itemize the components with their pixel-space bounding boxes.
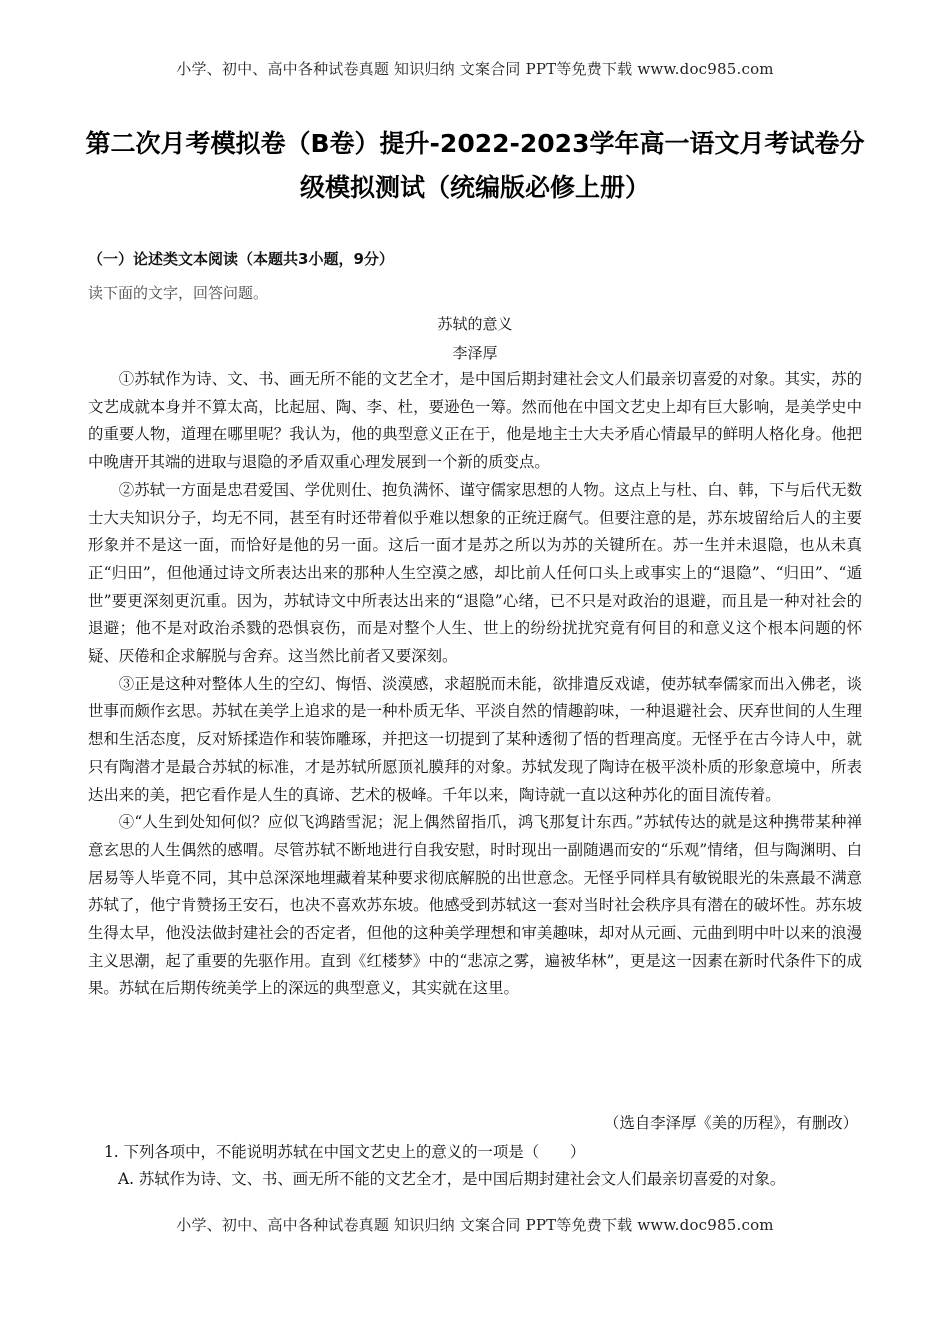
paragraph-1: ①苏轼作为诗、文、书、画无所不能的文艺全才，是中国后期封建社会文人们最亲切喜爱的对象。其实，苏的文艺成就本身并不算太高，比起屈、陶、李、杜，要逊色一筹。然而他在中国文艺史上却有巨大影响，是美学史中的重要人物，道理在哪里呢？我认为，他的典型意义正在于，他是地主士大夫矛盾心情最早的鲜明人格化身。他把中晚唐开其端的进取与退隐的矛盾双重心理发展到一个新的质变点。 xyxy=(88,370,862,472)
article-author: 李泽厚 xyxy=(452,344,498,362)
question-1-option-a: A. 苏轼作为诗、文、书、画无所不能的文艺全才，是中国后期封建社会文人们最亲切喜爱的对象。 xyxy=(118,1170,786,1188)
paragraph-4: ④“人生到处知何似？应似飞鸿踏雪泥；泥上偶然留指爪，鸿飞那复计东西。”苏轼传达的就是这种携带某种禅意玄思的人生偶然的感喟。尽管苏轼不断地进行自我安慰，时时现出一副随遇而安的“乐观”情绪，但与陶渊明、白居易等人毕竟不同，其中总深深地埋藏着某种要求彻底解脱的出世意念。无怪乎同样具有敏锐眼光的朱熹最不满意苏轼了，他宁肯赞扬王安石，也决不喜欢苏东坡。他感受到苏轼这一套对当时社会秩序具有潜在的破坏性。苏东坡生得太早，他没法做封建社会的否定者，但他的这种美学理想和审美趣味，却对从元画、元曲到明中叶以来的浪漫主义思潮，起了重要的先驱作用。直到《红楼梦》中的“悲凉之雾，遍被华林”，更是这一因素在新时代条件下的成果。苏轼在后期传统美学上的深远的典型意义，其实就在这里。 xyxy=(88,813,862,998)
paragraph-2: ②苏轼一方面是忠君爱国、学优则仕、抱负满怀、谨守儒家思想的人物。这点上与杜、白、韩，下与后代无数士大夫知识分子，均无不同，甚至有时还带着似乎难以想象的正统迂腐气。但要注意的是，苏东坡留给后人的主要形象并不是这一面，而恰好是他的另一面。这后一面才是苏之所以为苏的关键所在。苏一生并未退隐，也从未真正“归田”，但他通过诗文所表达出来的那种人生空漠之感，却比前人任何口头上或事实上的“退隐”、“归田”、“遁世”要更深刻更沉重。因为，苏轼诗文中所表达出来的“退隐”心绪，已不只是对政治的退避，而且是一种对社会的退避；他不是对政治杀戮的恐惧哀伤，而是对整个人生、世上的纷纷扰扰究竟有何目的和意义这个根本问题的怀疑、厌倦和企求解脱与舍弃。这当然比前者又要深刻。 xyxy=(88,480,862,666)
section-instruction: 读下面的文字，回答问题。 xyxy=(88,284,269,302)
paragraph-3: ③正是这种对整体人生的空幻、悔悟、淡漠感，求超脱而未能，欲排遣反戏谑，使苏轼奉儒家而出入佛老，谈世事而颇作玄思。苏轼在美学上追求的是一种朴质无华、平淡自然的情趣韵味，一种退避社会、厌弃世间的人生理想和生活态度，反对矫揉造作和装饰雕琢，并把这一切提到了某种透彻了悟的哲理高度。无怪乎在古今诗人中，就只有陶潜才是最合苏轼的标准，才是苏轼所愿顶礼膜拜的对象。苏轼发现了陶诗在极平淡朴质的形象意境中，所表达出来的美，把它看作是人生的真谛、艺术的极峰。千年以来，陶诗就一直以这种苏化的面目流传着。 xyxy=(88,674,862,804)
page-header: 小学、初中、高中各种试卷真题 知识归纳 文案合同 PPT等免费下载 www.doc985.com xyxy=(176,60,774,78)
article-title: 苏轼的意义 xyxy=(437,315,513,333)
article-body xyxy=(88,366,862,1003)
question-1-stem: 1. 下列各项中，不能说明苏轼在中国文艺史上的意义的一项是（ ） xyxy=(104,1143,586,1161)
exam-title: 第二次月考模拟卷（B卷）提升-2022-2023学年高一语文月考试卷分级模拟测试（统编版必修上册） xyxy=(85,129,865,202)
page-footer: 小学、初中、高中各种试卷真题 知识归纳 文案合同 PPT等免费下载 www.doc985.com xyxy=(176,1216,774,1234)
article-source: （选自李泽厚《美的历程》，有删改） xyxy=(604,1114,858,1132)
section-heading: （一）论述类文本阅读（本题共3小题，9分） xyxy=(88,250,394,268)
